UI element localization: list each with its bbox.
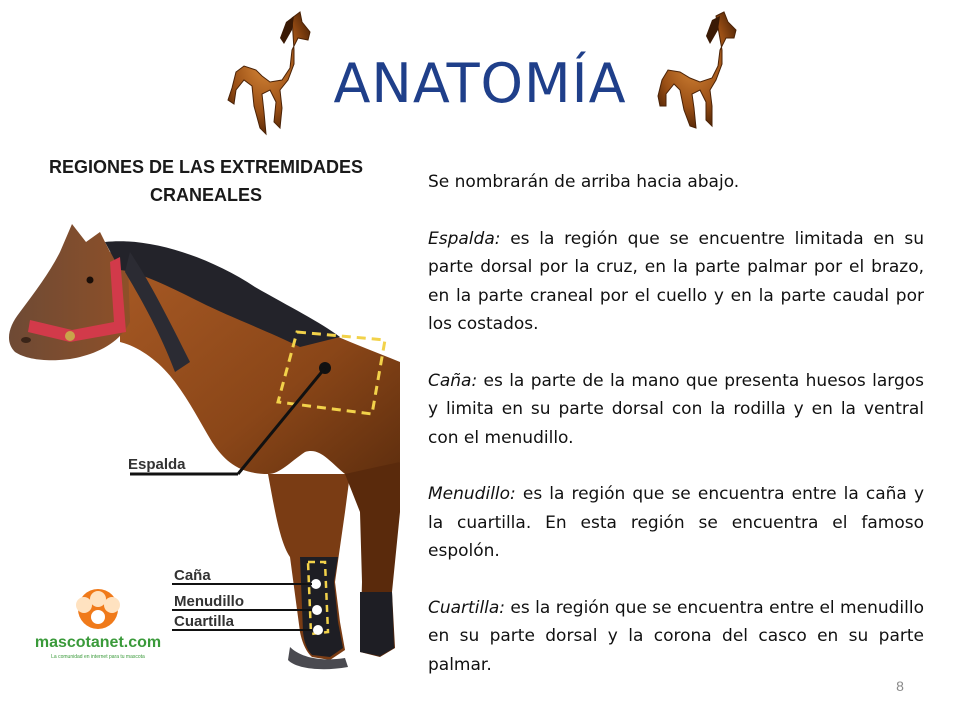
description-column: [428, 168, 924, 707]
running-horse-icon-left: [222, 10, 314, 138]
definition-menudillo: es la región que se encuentra entre la caña y la cuartilla. En esta región se encuentra el famoso espolón.: [428, 484, 924, 561]
term-espalda: Espalda:: [428, 228, 501, 249]
label-menudillo: Menudillo: [174, 593, 244, 610]
slide-title: ANATOMÍA: [333, 52, 627, 115]
page-number: 8: [896, 678, 904, 694]
label-cuartilla: Cuartilla: [174, 613, 235, 630]
paragraph-menudillo: [428, 480, 924, 566]
mascotanet-logo: [20, 585, 175, 665]
term-cuartilla: Cuartilla:: [428, 597, 506, 618]
definition-espalda: es la región que se encuentre limitada en su parte dorsal por la cruz, en la parte palmar por el brazo, en la parte craneal por el cuello y en la parte caudal por los costados.: [428, 228, 924, 334]
label-espalda: Espalda: [128, 456, 186, 473]
running-horse-icon-right: [650, 10, 742, 132]
term-menudillo: Menudillo:: [428, 484, 516, 504]
definition-cana: es la parte de la mano que presenta huesos largos y limita en su parte dorsal con la rodilla y en la ventral con el menudillo.: [428, 370, 924, 448]
intro-paragraph: Se nombrarán de arriba hacia abajo.: [428, 172, 740, 192]
paragraph-cana: [428, 367, 924, 453]
paragraph-cuartilla: [428, 594, 924, 680]
paragraph-espalda: [428, 225, 924, 339]
logo-tagline: La comunidad en internet para tu mascota: [51, 654, 145, 660]
label-cana: Caña: [174, 567, 211, 584]
definition-cuartilla: es la región que se encuentra entre el menudillo en su parte dorsal y la corona del casco en su parte palmar.: [428, 597, 924, 675]
logo-text: mascotanet.com: [34, 634, 162, 651]
section-subtitle: REGIONES DE LAS EXTREMIDADES CRANEALES: [48, 157, 364, 205]
term-cana: Caña:: [428, 370, 478, 391]
